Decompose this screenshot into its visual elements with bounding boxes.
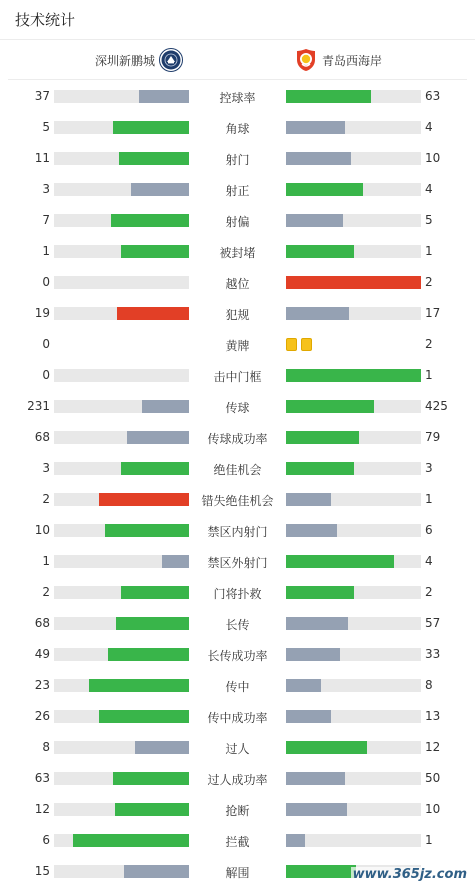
home-stat-value: 68	[34, 616, 50, 630]
home-stat-bar-fill	[135, 741, 189, 754]
away-yellow-cards	[286, 338, 312, 351]
stat-row	[0, 521, 475, 541]
away-stat-bar	[286, 462, 421, 475]
teams-header	[8, 40, 467, 80]
away-stat-bar-fill	[286, 245, 354, 258]
home-stat-bar	[54, 803, 189, 816]
home-stat-bar	[54, 834, 189, 847]
home-stat-value: 231	[27, 399, 50, 413]
home-stat-bar-fill	[117, 307, 189, 320]
home-stat-bar-fill	[113, 772, 189, 785]
home-stat-bar-fill	[162, 555, 189, 568]
home-stat-value: 7	[42, 213, 50, 227]
home-stat-bar	[54, 555, 189, 568]
home-stat-value: 19	[34, 306, 50, 320]
away-stat-bar	[286, 90, 421, 103]
away-stat-bar-fill	[286, 834, 305, 847]
away-stat-bar-fill	[286, 710, 331, 723]
stat-row	[0, 211, 475, 231]
home-stat-bar-fill	[131, 183, 189, 196]
stat-label: 越位	[225, 277, 250, 291]
away-stat-bar	[286, 431, 421, 444]
home-stat-bar-fill	[121, 462, 189, 475]
home-stat-bar-fill	[121, 245, 189, 258]
page-header	[0, 0, 475, 40]
home-stat-bar-fill	[139, 90, 189, 103]
home-stat-bar	[54, 214, 189, 227]
home-stat-value: 0	[42, 337, 50, 351]
away-stat-bar-fill	[286, 493, 331, 506]
away-stat-bar-fill	[286, 772, 345, 785]
home-stat-value: 1	[42, 244, 50, 258]
stat-label: 传球	[225, 401, 250, 415]
away-stat-bar-fill	[286, 586, 354, 599]
stat-label: 犯规	[225, 308, 250, 322]
home-stat-bar	[54, 741, 189, 754]
away-stat-bar-fill	[286, 276, 421, 289]
home-stat-bar-fill	[116, 617, 189, 630]
away-stat-bar-fill	[286, 183, 363, 196]
stat-label: 长传成功率	[207, 649, 268, 663]
away-stat-bar	[286, 741, 421, 754]
away-stat-value: 1	[425, 368, 433, 382]
away-stat-bar	[286, 121, 421, 134]
home-stat-value: 0	[42, 275, 50, 289]
away-stat-bar	[286, 586, 421, 599]
stat-row	[0, 304, 475, 324]
home-stat-value: 68	[34, 430, 50, 444]
stat-label: 传球成功率	[207, 432, 268, 446]
home-stat-bar-fill	[124, 865, 189, 878]
stat-label: 过人	[225, 742, 250, 756]
away-stat-value: 10	[425, 802, 441, 816]
home-stat-bar	[54, 245, 189, 258]
away-stat-value: 5	[425, 213, 433, 227]
away-stat-value: 2	[425, 585, 433, 599]
stat-label: 传中成功率	[207, 711, 268, 725]
home-stat-bar	[54, 183, 189, 196]
home-stat-bar-fill	[142, 400, 189, 413]
away-stat-bar	[286, 617, 421, 630]
stat-label: 过人成功率	[207, 773, 268, 787]
stat-label: 控球率	[219, 91, 256, 105]
home-stat-bar	[54, 493, 189, 506]
away-stat-bar	[286, 834, 421, 847]
away-stat-value: 50	[425, 771, 441, 785]
stat-row	[0, 552, 475, 572]
stat-row	[0, 490, 475, 510]
away-stat-bar	[286, 648, 421, 661]
home-stat-value: 63	[34, 771, 50, 785]
away-stat-bar-fill	[286, 369, 421, 382]
stat-row	[0, 614, 475, 634]
home-stat-bar	[54, 772, 189, 785]
stat-label: 射正	[225, 184, 250, 198]
away-stat-bar	[286, 710, 421, 723]
away-stat-bar	[286, 772, 421, 785]
home-stat-value: 2	[42, 492, 50, 506]
home-stat-value: 3	[42, 182, 50, 196]
page-title: 技术统计	[15, 11, 76, 29]
away-stat-value: 2	[425, 337, 433, 351]
away-stat-bar-fill	[286, 121, 345, 134]
stat-label: 门将扑救	[213, 587, 262, 601]
home-stat-bar-fill	[89, 679, 189, 692]
stat-row	[0, 180, 475, 200]
away-stat-value: 8	[425, 678, 433, 692]
stat-label: 黄牌	[225, 339, 250, 353]
away-stat-value: 425	[425, 399, 448, 413]
away-stat-bar	[286, 307, 421, 320]
home-stat-value: 15	[34, 864, 50, 878]
away-stat-bar-fill	[286, 431, 359, 444]
stat-row	[0, 242, 475, 262]
home-stat-value: 6	[42, 833, 50, 847]
home-stat-bar	[54, 648, 189, 661]
home-stat-value: 8	[42, 740, 50, 754]
home-stat-value: 11	[34, 151, 50, 165]
away-team-logo-icon	[294, 48, 318, 72]
away-stat-bar	[286, 803, 421, 816]
away-stat-bar	[286, 183, 421, 196]
away-stat-bar	[286, 152, 421, 165]
away-stat-value: 4	[425, 120, 433, 134]
stat-row	[0, 459, 475, 479]
away-stat-bar	[286, 679, 421, 692]
away-stat-value: 13	[425, 709, 441, 723]
stat-row	[0, 831, 475, 851]
away-stat-bar-fill	[286, 555, 394, 568]
stat-label: 击中门框	[213, 370, 262, 384]
stat-label: 错失绝佳机会	[201, 494, 274, 508]
away-stat-value: 33	[425, 647, 441, 661]
home-stat-value: 26	[34, 709, 50, 723]
home-stat-bar	[54, 369, 189, 382]
away-stat-bar-fill	[286, 648, 340, 661]
stat-label: 被封堵	[219, 246, 256, 260]
stat-label: 传中	[225, 680, 250, 694]
away-stat-bar-fill	[286, 865, 356, 878]
away-team[interactable]	[294, 48, 382, 72]
away-stat-value: 10	[425, 151, 441, 165]
home-stat-bar	[54, 431, 189, 444]
home-stat-bar	[54, 617, 189, 630]
away-stat-value: 3	[425, 461, 433, 475]
stat-row	[0, 769, 475, 789]
away-stat-bar	[286, 245, 421, 258]
home-stat-bar	[54, 586, 189, 599]
home-stat-value: 12	[34, 802, 50, 816]
stat-label: 射门	[225, 153, 250, 167]
away-stat-value: 12	[425, 740, 441, 754]
home-stat-value: 23	[34, 678, 50, 692]
stat-label: 绝佳机会	[213, 463, 262, 477]
away-stat-value: 1	[425, 492, 433, 506]
home-stat-bar	[54, 276, 189, 289]
home-stat-bar	[54, 462, 189, 475]
away-stat-bar	[286, 524, 421, 537]
stat-row	[0, 583, 475, 603]
stat-label: 抢断	[225, 804, 250, 818]
home-stat-bar	[54, 121, 189, 134]
away-stat-value: 79	[425, 430, 441, 444]
home-stat-value: 3	[42, 461, 50, 475]
home-stat-bar-fill	[108, 648, 189, 661]
stat-row	[0, 118, 475, 138]
stat-row	[0, 366, 475, 386]
home-stat-bar	[54, 90, 189, 103]
home-stat-bar-fill	[99, 710, 189, 723]
home-stat-bar	[54, 152, 189, 165]
away-stat-value: 4	[425, 554, 433, 568]
home-stat-bar-fill	[73, 834, 189, 847]
away-stat-bar	[286, 214, 421, 227]
home-stat-bar	[54, 307, 189, 320]
away-stat-bar-fill	[286, 214, 343, 227]
stat-row	[0, 149, 475, 169]
home-stat-bar	[54, 524, 189, 537]
home-stat-bar	[54, 400, 189, 413]
away-stat-bar-fill	[286, 617, 348, 630]
away-stat-bar-fill	[286, 90, 371, 103]
stat-row	[0, 676, 475, 696]
away-stat-bar	[286, 276, 421, 289]
stat-row	[0, 428, 475, 448]
home-stat-value: 2	[42, 585, 50, 599]
home-stat-bar	[54, 710, 189, 723]
away-stat-bar	[286, 493, 421, 506]
home-team-name: 深圳新鹏城	[94, 53, 155, 68]
home-stat-bar-fill	[119, 152, 189, 165]
away-stat-bar-fill	[286, 741, 367, 754]
home-stat-bar-fill	[115, 803, 189, 816]
home-stat-bar	[54, 679, 189, 692]
stat-label: 拦截	[225, 835, 250, 849]
yellow-card-icon	[301, 338, 312, 351]
away-stat-value: 2	[425, 275, 433, 289]
stat-label: 射偏	[225, 215, 250, 229]
home-stat-bar-fill	[113, 121, 189, 134]
away-stat-bar	[286, 555, 421, 568]
home-stat-bar-fill	[127, 431, 189, 444]
away-stat-bar-fill	[286, 152, 351, 165]
stat-label: 禁区内射门	[207, 525, 268, 539]
stat-label: 禁区外射门	[207, 556, 268, 570]
away-stat-value: 63	[425, 89, 441, 103]
stat-row	[0, 707, 475, 727]
home-stat-bar-fill	[105, 524, 189, 537]
home-stat-value: 1	[42, 554, 50, 568]
home-team-logo-icon	[159, 48, 183, 72]
home-team[interactable]	[95, 48, 183, 72]
stat-row	[0, 397, 475, 417]
stat-row	[0, 335, 475, 355]
stat-row	[0, 273, 475, 293]
stat-label: 长传	[225, 618, 250, 632]
home-stat-value: 0	[42, 368, 50, 382]
stat-row	[0, 645, 475, 665]
away-stat-value: 17	[425, 306, 441, 320]
home-stat-bar-fill	[111, 214, 189, 227]
stat-label: 角球	[225, 122, 250, 136]
away-stat-value: 57	[425, 616, 441, 630]
stat-row	[0, 800, 475, 820]
yellow-card-icon	[286, 338, 297, 351]
away-stat-bar-fill	[286, 307, 349, 320]
away-stat-bar-fill	[286, 462, 354, 475]
away-stat-bar-fill	[286, 679, 321, 692]
home-stat-value: 5	[42, 120, 50, 134]
away-stat-bar-fill	[286, 524, 337, 537]
away-stat-value: 1	[425, 244, 433, 258]
home-stat-bar-fill	[121, 586, 189, 599]
home-stat-value: 37	[34, 89, 50, 103]
away-stat-value: 6	[425, 523, 433, 537]
away-stat-bar-fill	[286, 400, 374, 413]
away-team-name: 青岛西海岸	[322, 53, 383, 68]
away-stat-value: 4	[425, 182, 433, 196]
home-stat-bar	[54, 865, 189, 878]
away-stat-value: 1	[425, 833, 433, 847]
away-stat-bar	[286, 369, 421, 382]
stat-row	[0, 738, 475, 758]
site-watermark: www.365jz.com	[352, 867, 467, 882]
stat-label: 解围	[225, 866, 250, 880]
away-stat-bar	[286, 400, 421, 413]
home-stat-value: 49	[34, 647, 50, 661]
away-stat-bar-fill	[286, 803, 347, 816]
home-stat-bar-fill	[99, 493, 189, 506]
home-stat-value: 10	[34, 523, 50, 537]
stat-row	[0, 87, 475, 107]
